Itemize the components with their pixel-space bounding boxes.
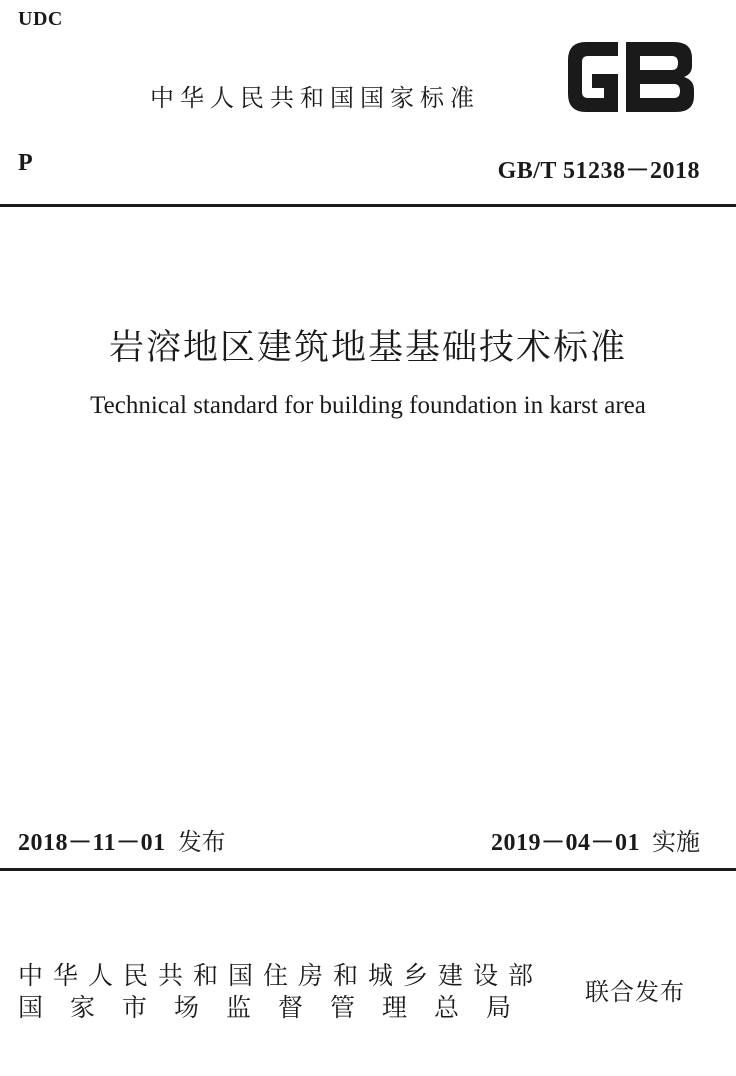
issuer-ministry: 中华人民共和国住房和城乡建设部 [18, 961, 544, 990]
title-chinese: 岩溶地区建筑地基基础技术标准 [108, 328, 627, 368]
standard-number: GB/T 51238－2018 [497, 158, 700, 184]
issue-date-block [18, 822, 226, 857]
implement-date-block [491, 822, 700, 857]
category-code: P [18, 150, 33, 176]
issuer-administration: 国家市场监督管理总局 [18, 993, 539, 1022]
implement-date: 2019－04－01 [491, 830, 640, 856]
issue-date: 2018－11－01 [18, 830, 166, 856]
implement-label: 实施 [652, 828, 700, 856]
header-divider [0, 204, 736, 207]
issue-label: 发布 [177, 828, 226, 856]
standard-type: 中华人民共和国国家标准 [150, 84, 480, 112]
joint-issue-label: 联合发布 [585, 978, 685, 1006]
title-english: Technical standard for building foundation in karst area [90, 392, 646, 419]
udc-label: UDC [18, 8, 63, 30]
footer-divider [0, 868, 736, 871]
gb-logo-icon [562, 36, 700, 118]
